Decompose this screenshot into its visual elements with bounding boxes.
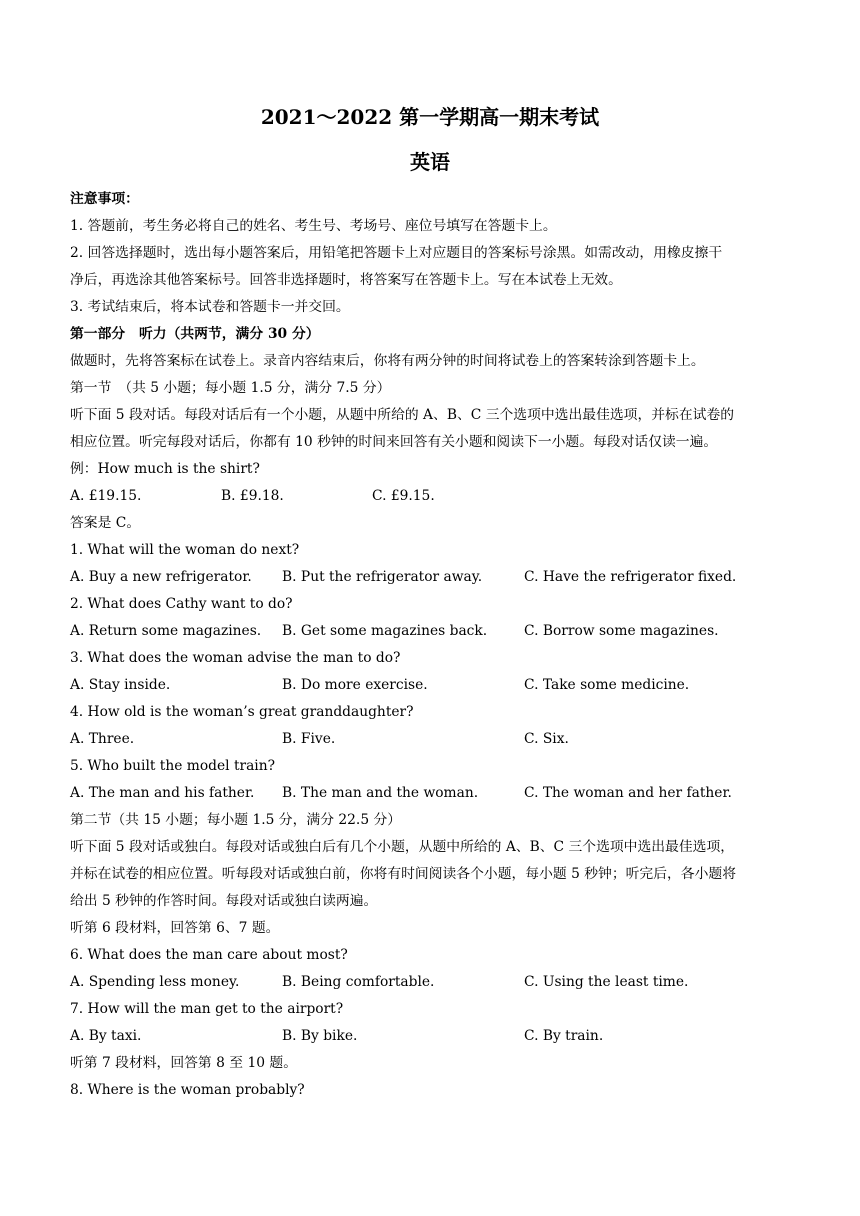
subject-title: 英语 — [410, 150, 450, 174]
question-4: 4. How old is the woman’s great granddaughter? — [70, 704, 414, 720]
option-7b: B. By bike. — [282, 1028, 358, 1044]
option-5a: A. The man and his father. — [70, 785, 255, 801]
example-option-a: A. £19.15. — [70, 488, 142, 504]
exam-title: 2021～2022 第一学期高一期末考试 — [260, 105, 600, 129]
option-4a: A. Three. — [70, 731, 135, 747]
option-5c: C. The woman and her father. — [524, 785, 732, 801]
section2-instruction: 并标在试卷的相应位置。听每段对话或独白前，你将有时间阅读各个小题，每小题 5 秒钟；听完后，各小题将 — [70, 866, 736, 882]
section1-heading: 第一节 （共 5 小题；每小题 1.5 分，满分 7.5 分） — [70, 380, 391, 396]
option-1c: C. Have the refrigerator fixed. — [524, 569, 737, 585]
option-3c: C. Take some medicine. — [524, 677, 690, 693]
option-6c: C. Using the least time. — [524, 974, 689, 990]
question-1: 1. What will the woman do next? — [70, 542, 300, 558]
question-5: 5. Who built the model train? — [70, 758, 276, 774]
option-4b: B. Five. — [282, 731, 336, 747]
note-item: 净后，再选涂其他答案标号。回答非选择题时，将答案写在答题卡上。写在本试卷上无效。 — [70, 272, 622, 288]
material-6-label: 听第 6 段材料，回答第 6、7 题。 — [70, 920, 280, 936]
example-answer: 答案是 C。 — [70, 515, 141, 531]
example-option-c: C. £9.15. — [372, 488, 435, 504]
note-item: 3. 考试结束后，将本试卷和答题卡一并交回。 — [70, 299, 350, 315]
example-question: 例：How much is the shirt? — [70, 461, 260, 477]
option-1a: A. Buy a new refrigerator. — [70, 569, 252, 585]
option-7c: C. By train. — [524, 1028, 604, 1044]
example-option-b: B. £9.18. — [221, 488, 284, 504]
question-8: 8. Where is the woman probably? — [70, 1082, 305, 1098]
section2-heading: 第二节（共 15 小题；每小题 1.5 分，满分 22.5 分） — [70, 812, 402, 828]
question-3: 3. What does the woman advise the man to do? — [70, 650, 401, 666]
part1-instruction: 做题时，先将答案标在试卷上。录音内容结束后，你将有两分钟的时间将试卷上的答案转涂到答题卡上。 — [70, 353, 705, 369]
notes-heading: 注意事项： — [70, 191, 139, 207]
option-2b: B. Get some magazines back. — [282, 623, 488, 639]
section2-instruction: 给出 5 秒钟的作答时间。每段对话或独白读两遍。 — [70, 893, 378, 909]
question-2: 2. What does Cathy want to do? — [70, 596, 293, 612]
option-3b: B. Do more exercise. — [282, 677, 428, 693]
section1-instruction: 相应位置。听完每段对话后，你都有 10 秒钟的时间来回答有关小题和阅读下一小题。每段对话仅读一遍。 — [70, 434, 718, 450]
option-3a: A. Stay inside. — [70, 677, 171, 693]
note-item: 2. 回答选择题时，选出每小题答案后，用铅笔把答题卡上对应题目的答案标号涂黑。如需改动，用橡皮擦干 — [70, 245, 723, 261]
material-7-label: 听第 7 段材料，回答第 8 至 10 题。 — [70, 1055, 297, 1071]
section2-instruction: 听下面 5 段对话或独白。每段对话或独白后有几个小题，从题中所给的 A、B、C 三个选项中选出最佳选项， — [70, 839, 735, 855]
option-7a: A. By taxi. — [70, 1028, 142, 1044]
section1-instruction: 听下面 5 段对话。每段对话后有一个小题，从题中所给的 A、B、C 三个选项中选出最佳选项，并标在试卷的 — [70, 407, 735, 423]
question-6: 6. What does the man care about most? — [70, 947, 348, 963]
option-5b: B. The man and the woman. — [282, 785, 479, 801]
option-4c: C. Six. — [524, 731, 569, 747]
note-item: 1. 答题前，考生务必将自己的姓名、考生号、考场号、座位号填写在答题卡上。 — [70, 218, 557, 234]
option-2c: C. Borrow some magazines. — [524, 623, 719, 639]
option-1b: B. Put the refrigerator away. — [282, 569, 483, 585]
option-6b: B. Being comfortable. — [282, 974, 435, 990]
question-7: 7. How will the man get to the airport? — [70, 1001, 344, 1017]
option-2a: A. Return some magazines. — [70, 623, 262, 639]
option-6a: A. Spending less money. — [70, 974, 240, 990]
part1-heading: 第一部分 听力（共两节，满分 30 分） — [70, 326, 320, 342]
